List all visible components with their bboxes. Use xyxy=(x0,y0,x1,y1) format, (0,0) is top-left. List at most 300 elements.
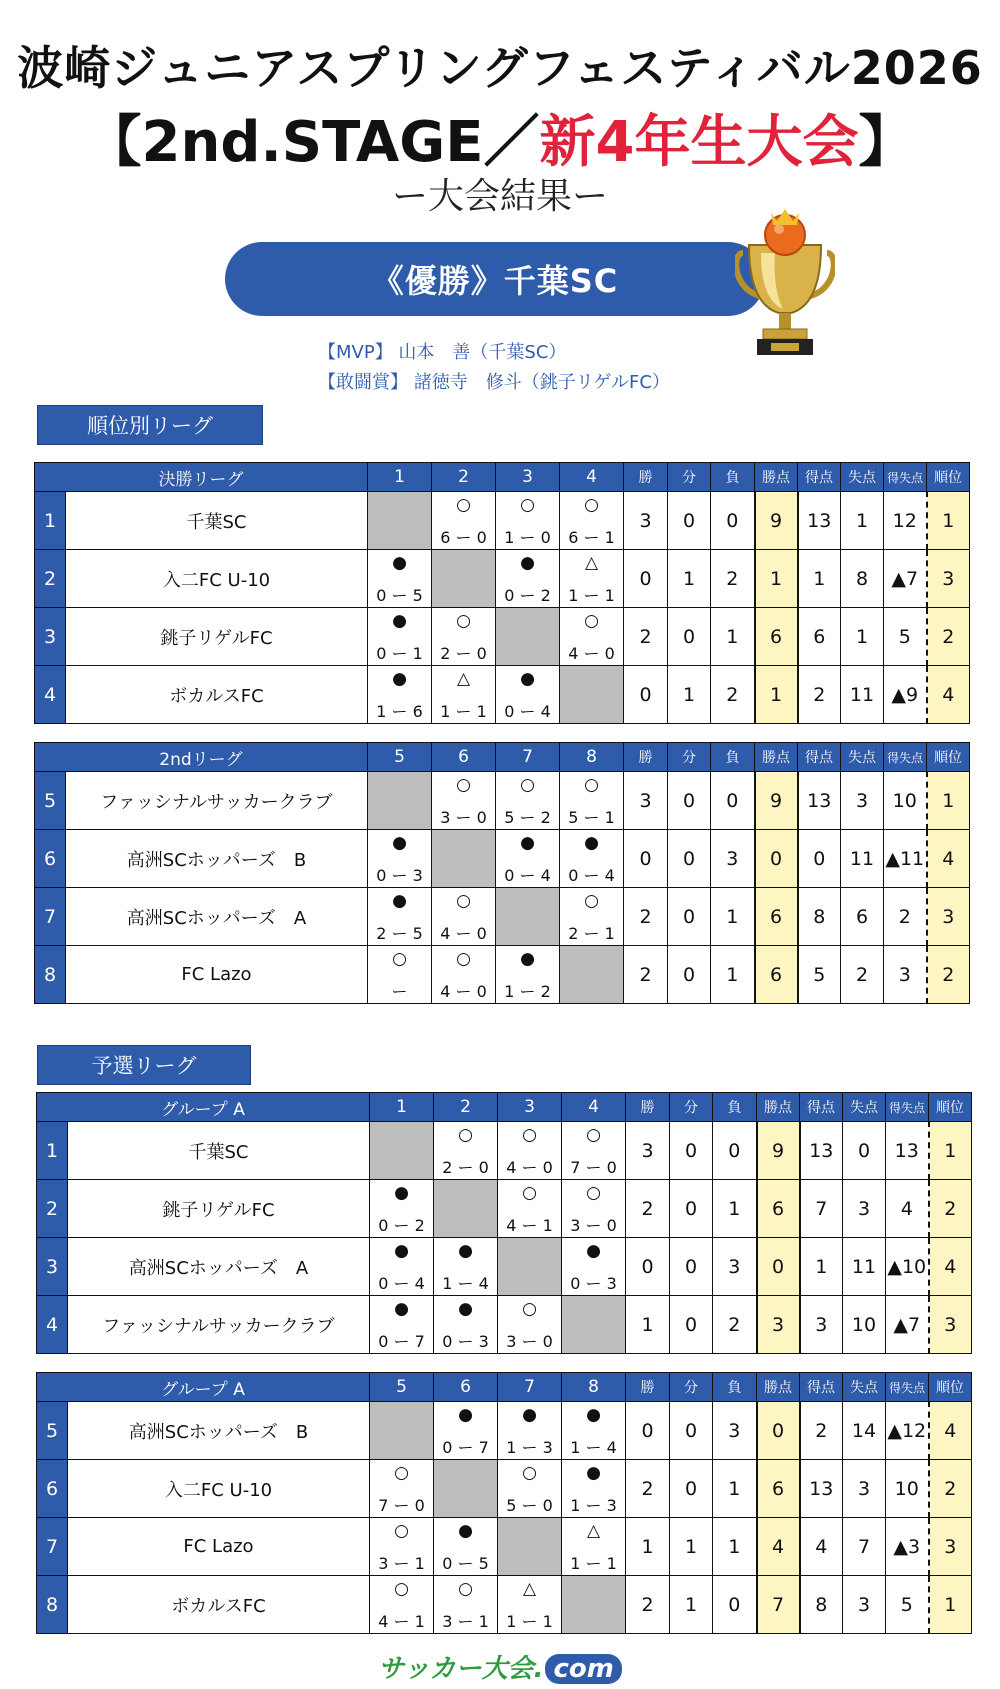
match-score: 1 ー 1 xyxy=(570,1554,617,1573)
stage-prefix: 【2nd.STAGE／ xyxy=(85,110,540,175)
match-score: 2 ー 1 xyxy=(568,924,615,943)
result-mark: ○ xyxy=(456,891,471,911)
match-result-cell xyxy=(496,830,560,888)
result-mark: ● xyxy=(522,1405,537,1425)
draws-cell: 0 xyxy=(670,1238,713,1296)
match-result-cell xyxy=(562,1122,626,1180)
team-number: 2 xyxy=(35,550,66,608)
rank-cell: 3 xyxy=(929,1518,972,1576)
table-row xyxy=(35,830,970,888)
match-score: 6 ー 1 xyxy=(568,528,615,547)
self-match-cell xyxy=(370,1402,434,1460)
goals-against-cell: 11 xyxy=(841,666,884,724)
losses-cell: 2 xyxy=(713,1296,757,1354)
match-result-cell xyxy=(498,1296,562,1354)
match-result-cell xyxy=(496,772,560,830)
stat-col-header: 失点 xyxy=(843,1373,886,1402)
opponent-col-header: 7 xyxy=(496,743,560,772)
result-mark: ● xyxy=(586,1463,601,1483)
rank-cell: 2 xyxy=(929,1180,972,1238)
stat-col-header: 分 xyxy=(670,1093,713,1122)
result-mark: ● xyxy=(392,553,407,573)
team-number: 5 xyxy=(37,1402,68,1460)
match-score: 0 ー 1 xyxy=(376,644,423,663)
footer-logo xyxy=(0,1648,1000,1685)
losses-cell: 0 xyxy=(711,492,755,550)
goals-for-cell: 13 xyxy=(800,1460,843,1518)
ranking-league-label: 順位別リーグ xyxy=(37,405,263,445)
table-row xyxy=(35,550,970,608)
match-score: 1 ー 1 xyxy=(440,702,487,721)
winner-banner: 《優勝》千葉SC xyxy=(225,242,765,316)
team-number: 7 xyxy=(35,888,66,946)
match-score: 0 ー 4 xyxy=(378,1274,425,1293)
result-mark: ○ xyxy=(392,949,407,969)
match-score: 3 ー 1 xyxy=(442,1612,489,1631)
goals-against-cell: 11 xyxy=(843,1238,886,1296)
points-cell: 6 xyxy=(755,888,798,946)
match-score: 3 ー 0 xyxy=(570,1216,617,1235)
team-name: 入二FC U-10 xyxy=(68,1460,370,1518)
result-mark: ○ xyxy=(394,1579,409,1599)
result-mark: ● xyxy=(394,1241,409,1261)
team-name: 高洲SCホッパーズ A xyxy=(66,888,368,946)
stat-col-header: 分 xyxy=(670,1373,713,1402)
wins-cell: 3 xyxy=(624,492,668,550)
losses-cell: 3 xyxy=(711,830,755,888)
wins-cell: 2 xyxy=(624,608,668,666)
match-result-cell xyxy=(562,1518,626,1576)
losses-cell: 0 xyxy=(713,1576,757,1634)
wins-cell: 0 xyxy=(626,1402,670,1460)
losses-cell: 1 xyxy=(711,608,755,666)
match-score: 7 ー 0 xyxy=(570,1158,617,1177)
match-score: 0 ー 4 xyxy=(568,866,615,885)
rank-cell: 3 xyxy=(929,1296,972,1354)
match-result-cell xyxy=(560,550,624,608)
match-result-cell xyxy=(370,1238,434,1296)
match-result-cell xyxy=(432,608,496,666)
match-result-cell xyxy=(368,946,432,1004)
rank-cell: 4 xyxy=(927,666,970,724)
opponent-col-header: 3 xyxy=(496,463,560,492)
result-mark: ○ xyxy=(586,1183,601,1203)
table-row xyxy=(37,1180,972,1238)
result-mark: ● xyxy=(584,833,599,853)
wins-cell: 0 xyxy=(626,1238,670,1296)
draws-cell: 1 xyxy=(670,1576,713,1634)
points-cell: 0 xyxy=(757,1402,800,1460)
draws-cell: 0 xyxy=(670,1122,713,1180)
self-match-cell xyxy=(370,1122,434,1180)
stat-col-header: 勝点 xyxy=(757,1373,800,1402)
losses-cell: 1 xyxy=(713,1518,757,1576)
match-score: 0 ー 3 xyxy=(570,1274,617,1293)
stat-col-header: 勝点 xyxy=(755,463,798,492)
stat-col-header: 勝 xyxy=(624,743,668,772)
match-result-cell xyxy=(560,608,624,666)
opponent-col-header: 4 xyxy=(560,463,624,492)
table-row xyxy=(37,1122,972,1180)
stat-col-header: 負 xyxy=(711,743,755,772)
match-score: 1 ー 4 xyxy=(442,1274,489,1293)
match-result-cell xyxy=(434,1402,498,1460)
match-score: 5 ー 1 xyxy=(568,808,615,827)
match-score: 0 ー 5 xyxy=(376,586,423,605)
self-match-cell xyxy=(562,1576,626,1634)
goal-difference-cell: 13 xyxy=(886,1122,929,1180)
points-cell: 9 xyxy=(755,492,798,550)
match-score: 0 ー 4 xyxy=(504,702,551,721)
match-score: 3 ー 0 xyxy=(440,808,487,827)
result-mark: ● xyxy=(520,553,535,573)
match-result-cell xyxy=(496,666,560,724)
losses-cell: 2 xyxy=(711,666,755,724)
match-score: 4 ー 0 xyxy=(440,982,487,1001)
goals-for-cell: 1 xyxy=(800,1238,843,1296)
goal-difference-cell: 5 xyxy=(886,1576,929,1634)
goal-difference-cell: ▲10 xyxy=(886,1238,929,1296)
match-score: 4 ー 1 xyxy=(378,1612,425,1631)
table-row xyxy=(35,772,970,830)
team-name: FC Lazo xyxy=(68,1518,370,1576)
match-result-cell xyxy=(434,1238,498,1296)
match-score: 2 ー 5 xyxy=(376,924,423,943)
stat-col-header: 負 xyxy=(713,1373,757,1402)
match-score: ー xyxy=(391,982,408,1001)
goals-for-cell: 4 xyxy=(800,1518,843,1576)
result-mark: ○ xyxy=(394,1521,409,1541)
goals-for-cell: 3 xyxy=(800,1296,843,1354)
team-name: ボカルスFC xyxy=(66,666,368,724)
prelim-league-label: 予選リーグ xyxy=(37,1045,251,1085)
team-name: 千葉SC xyxy=(66,492,368,550)
match-result-cell xyxy=(432,946,496,1004)
goals-for-cell: 13 xyxy=(798,492,841,550)
result-mark: ○ xyxy=(584,891,599,911)
team-number: 6 xyxy=(35,830,66,888)
wins-cell: 0 xyxy=(624,550,668,608)
result-mark: ● xyxy=(394,1299,409,1319)
match-score: 4 ー 1 xyxy=(506,1216,553,1235)
trophy-icon xyxy=(735,205,835,360)
self-match-cell xyxy=(432,830,496,888)
table-row xyxy=(35,492,970,550)
goals-against-cell: 3 xyxy=(843,1576,886,1634)
match-result-cell xyxy=(368,888,432,946)
goals-against-cell: 6 xyxy=(841,888,884,946)
team-number: 8 xyxy=(35,946,66,1004)
team-name: 高洲SCホッパーズ B xyxy=(66,830,368,888)
match-result-cell xyxy=(560,772,624,830)
points-cell: 1 xyxy=(755,550,798,608)
match-score: 0 ー 2 xyxy=(504,586,551,605)
match-result-cell xyxy=(370,1518,434,1576)
match-score: 2 ー 0 xyxy=(440,644,487,663)
team-name: 高洲SCホッパーズ A xyxy=(68,1238,370,1296)
wins-cell: 2 xyxy=(626,1576,670,1634)
match-score: 1 ー 6 xyxy=(376,702,423,721)
goals-against-cell: 14 xyxy=(843,1402,886,1460)
self-match-cell xyxy=(368,492,432,550)
opponent-col-header: 7 xyxy=(498,1373,562,1402)
draws-cell: 0 xyxy=(670,1296,713,1354)
self-match-cell xyxy=(434,1460,498,1518)
wins-cell: 2 xyxy=(624,946,668,1004)
opponent-col-header: 1 xyxy=(368,463,432,492)
result-mark: ● xyxy=(586,1241,601,1261)
opponent-col-header: 6 xyxy=(434,1373,498,1402)
match-result-cell xyxy=(370,1576,434,1634)
match-score: 0 ー 4 xyxy=(504,866,551,885)
stat-col-header: 得失点 xyxy=(884,743,927,772)
opponent-col-header: 8 xyxy=(560,743,624,772)
page-subtitle: ー大会結果ー xyxy=(391,176,608,217)
draws-cell: 1 xyxy=(668,550,711,608)
team-number: 1 xyxy=(35,492,66,550)
wins-cell: 1 xyxy=(626,1296,670,1354)
match-score: 6 ー 0 xyxy=(440,528,487,547)
match-score: 1 ー 2 xyxy=(504,982,551,1001)
stat-col-header: 得点 xyxy=(800,1373,843,1402)
rank-cell: 4 xyxy=(929,1238,972,1296)
match-result-cell xyxy=(562,1238,626,1296)
team-number: 8 xyxy=(37,1576,68,1634)
team-number: 4 xyxy=(35,666,66,724)
match-score: 4 ー 0 xyxy=(568,644,615,663)
result-mark: ○ xyxy=(522,1299,537,1319)
team-name: 高洲SCホッパーズ B xyxy=(68,1402,370,1460)
result-mark: ● xyxy=(458,1299,473,1319)
goals-against-cell: 3 xyxy=(843,1460,886,1518)
team-number: 5 xyxy=(35,772,66,830)
match-result-cell xyxy=(432,666,496,724)
goals-for-cell: 7 xyxy=(800,1180,843,1238)
opponent-col-header: 2 xyxy=(432,463,496,492)
match-result-cell xyxy=(434,1518,498,1576)
league-name: グループ A xyxy=(37,1093,370,1122)
match-score: 1 ー 4 xyxy=(570,1438,617,1457)
result-mark: ○ xyxy=(456,775,471,795)
match-score: 1 ー 3 xyxy=(570,1496,617,1515)
league-name: グループ A xyxy=(37,1373,370,1402)
match-result-cell xyxy=(498,1180,562,1238)
match-result-cell xyxy=(370,1296,434,1354)
result-mark: ○ xyxy=(520,775,535,795)
stat-col-header: 勝 xyxy=(626,1093,670,1122)
league-name: 2ndリーグ xyxy=(35,743,368,772)
wins-cell: 1 xyxy=(626,1518,670,1576)
rank-cell: 3 xyxy=(927,888,970,946)
losses-cell: 3 xyxy=(713,1402,757,1460)
stat-col-header: 得失点 xyxy=(886,1093,929,1122)
goals-against-cell: 8 xyxy=(841,550,884,608)
goal-difference-cell: ▲9 xyxy=(884,666,927,724)
result-mark: ● xyxy=(392,669,407,689)
goals-for-cell: 2 xyxy=(800,1402,843,1460)
draws-cell: 1 xyxy=(670,1518,713,1576)
points-cell: 0 xyxy=(757,1238,800,1296)
self-match-cell xyxy=(560,946,624,1004)
result-mark: ○ xyxy=(522,1463,537,1483)
stage-title xyxy=(0,98,1000,178)
stat-col-header: 勝点 xyxy=(757,1093,800,1122)
match-score: 0 ー 3 xyxy=(376,866,423,885)
points-cell: 6 xyxy=(757,1180,800,1238)
result-mark: ○ xyxy=(584,611,599,631)
match-result-cell xyxy=(496,946,560,1004)
points-cell: 1 xyxy=(755,666,798,724)
goal-difference-cell: 3 xyxy=(884,946,927,1004)
points-cell: 9 xyxy=(755,772,798,830)
stat-col-header: 得点 xyxy=(798,463,841,492)
stat-col-header: 失点 xyxy=(841,743,884,772)
result-mark: ○ xyxy=(394,1463,409,1483)
goals-against-cell: 0 xyxy=(843,1122,886,1180)
stat-col-header: 順位 xyxy=(929,1373,972,1402)
goals-for-cell: 13 xyxy=(800,1122,843,1180)
losses-cell: 2 xyxy=(711,550,755,608)
result-mark: ○ xyxy=(456,611,471,631)
goal-difference-cell: ▲7 xyxy=(886,1296,929,1354)
result-mark: ○ xyxy=(458,1125,473,1145)
draws-cell: 0 xyxy=(670,1180,713,1238)
match-result-cell xyxy=(368,608,432,666)
result-mark: ○ xyxy=(584,775,599,795)
match-result-cell xyxy=(368,830,432,888)
wins-cell: 2 xyxy=(626,1460,670,1518)
match-score: 0 ー 5 xyxy=(442,1554,489,1573)
losses-cell: 1 xyxy=(713,1460,757,1518)
self-match-cell xyxy=(432,550,496,608)
stat-col-header: 負 xyxy=(713,1093,757,1122)
stat-col-header: 勝 xyxy=(626,1373,670,1402)
stat-col-header: 得点 xyxy=(800,1093,843,1122)
stat-col-header: 順位 xyxy=(927,463,970,492)
match-result-cell xyxy=(432,492,496,550)
team-number: 1 xyxy=(37,1122,68,1180)
self-match-cell xyxy=(498,1518,562,1576)
goals-for-cell: 5 xyxy=(798,946,841,1004)
result-mark: ● xyxy=(520,949,535,969)
points-cell: 6 xyxy=(755,608,798,666)
opponent-col-header: 8 xyxy=(562,1373,626,1402)
team-name: ファッシナルサッカークラブ xyxy=(66,772,368,830)
stage-suffix: 】 xyxy=(858,110,915,175)
rank-cell: 1 xyxy=(929,1122,972,1180)
match-result-cell xyxy=(560,830,624,888)
points-cell: 7 xyxy=(757,1576,800,1634)
draws-cell: 0 xyxy=(668,888,711,946)
team-name: 銚子リゲルFC xyxy=(66,608,368,666)
result-mark: △ xyxy=(456,669,471,689)
points-cell: 3 xyxy=(757,1296,800,1354)
opponent-col-header: 5 xyxy=(368,743,432,772)
result-mark: ● xyxy=(458,1521,473,1541)
team-name: FC Lazo xyxy=(66,946,368,1004)
goal-difference-cell: 4 xyxy=(886,1180,929,1238)
team-number: 7 xyxy=(37,1518,68,1576)
wins-cell: 0 xyxy=(624,666,668,724)
match-result-cell xyxy=(432,772,496,830)
points-cell: 4 xyxy=(757,1518,800,1576)
goal-difference-cell: ▲3 xyxy=(886,1518,929,1576)
result-mark: △ xyxy=(584,553,599,573)
draws-cell: 0 xyxy=(670,1460,713,1518)
match-result-cell xyxy=(498,1576,562,1634)
stat-col-header: 分 xyxy=(668,463,711,492)
match-score: 7 ー 0 xyxy=(378,1496,425,1515)
rank-cell: 1 xyxy=(929,1576,972,1634)
match-result-cell xyxy=(370,1460,434,1518)
wins-cell: 3 xyxy=(624,772,668,830)
league-table xyxy=(34,462,970,724)
match-score: 0 ー 7 xyxy=(378,1332,425,1351)
league-table xyxy=(36,1372,972,1634)
losses-cell: 0 xyxy=(711,772,755,830)
league-table xyxy=(36,1092,972,1354)
goals-against-cell: 2 xyxy=(841,946,884,1004)
result-mark: ○ xyxy=(522,1125,537,1145)
match-score: 0 ー 3 xyxy=(442,1332,489,1351)
rank-cell: 1 xyxy=(927,492,970,550)
goals-against-cell: 11 xyxy=(841,830,884,888)
match-score: 0 ー 2 xyxy=(378,1216,425,1235)
goals-against-cell: 10 xyxy=(843,1296,886,1354)
result-mark: ● xyxy=(394,1183,409,1203)
rank-cell: 4 xyxy=(929,1402,972,1460)
result-mark: ● xyxy=(392,891,407,911)
self-match-cell xyxy=(562,1296,626,1354)
result-mark: ○ xyxy=(522,1183,537,1203)
self-match-cell xyxy=(496,608,560,666)
table-row xyxy=(35,608,970,666)
wins-cell: 3 xyxy=(626,1122,670,1180)
match-score: 4 ー 0 xyxy=(440,924,487,943)
league-name: 決勝リーグ xyxy=(35,463,368,492)
match-score: 5 ー 2 xyxy=(504,808,551,827)
result-mark: ● xyxy=(392,611,407,631)
team-number: 4 xyxy=(37,1296,68,1354)
opponent-col-header: 2 xyxy=(434,1093,498,1122)
opponent-col-header: 3 xyxy=(498,1093,562,1122)
result-mark: ○ xyxy=(520,495,535,515)
losses-cell: 1 xyxy=(711,888,755,946)
points-cell: 0 xyxy=(755,830,798,888)
result-mark: ● xyxy=(520,669,535,689)
stat-col-header: 失点 xyxy=(843,1093,886,1122)
table-row xyxy=(35,946,970,1004)
match-result-cell xyxy=(562,1402,626,1460)
match-result-cell xyxy=(368,666,432,724)
footer-com: com xyxy=(545,1654,621,1684)
result-mark: △ xyxy=(586,1521,601,1541)
draws-cell: 0 xyxy=(668,608,711,666)
goal-difference-cell: ▲11 xyxy=(884,830,927,888)
stat-col-header: 負 xyxy=(711,463,755,492)
match-result-cell xyxy=(560,888,624,946)
wins-cell: 2 xyxy=(624,888,668,946)
rank-cell: 2 xyxy=(927,608,970,666)
table-row xyxy=(37,1296,972,1354)
match-score: 3 ー 0 xyxy=(506,1332,553,1351)
stat-col-header: 順位 xyxy=(929,1093,972,1122)
stat-col-header: 得失点 xyxy=(884,463,927,492)
match-result-cell xyxy=(562,1460,626,1518)
team-name: ファッシナルサッカークラブ xyxy=(68,1296,370,1354)
match-result-cell xyxy=(498,1402,562,1460)
result-mark: ○ xyxy=(586,1125,601,1145)
